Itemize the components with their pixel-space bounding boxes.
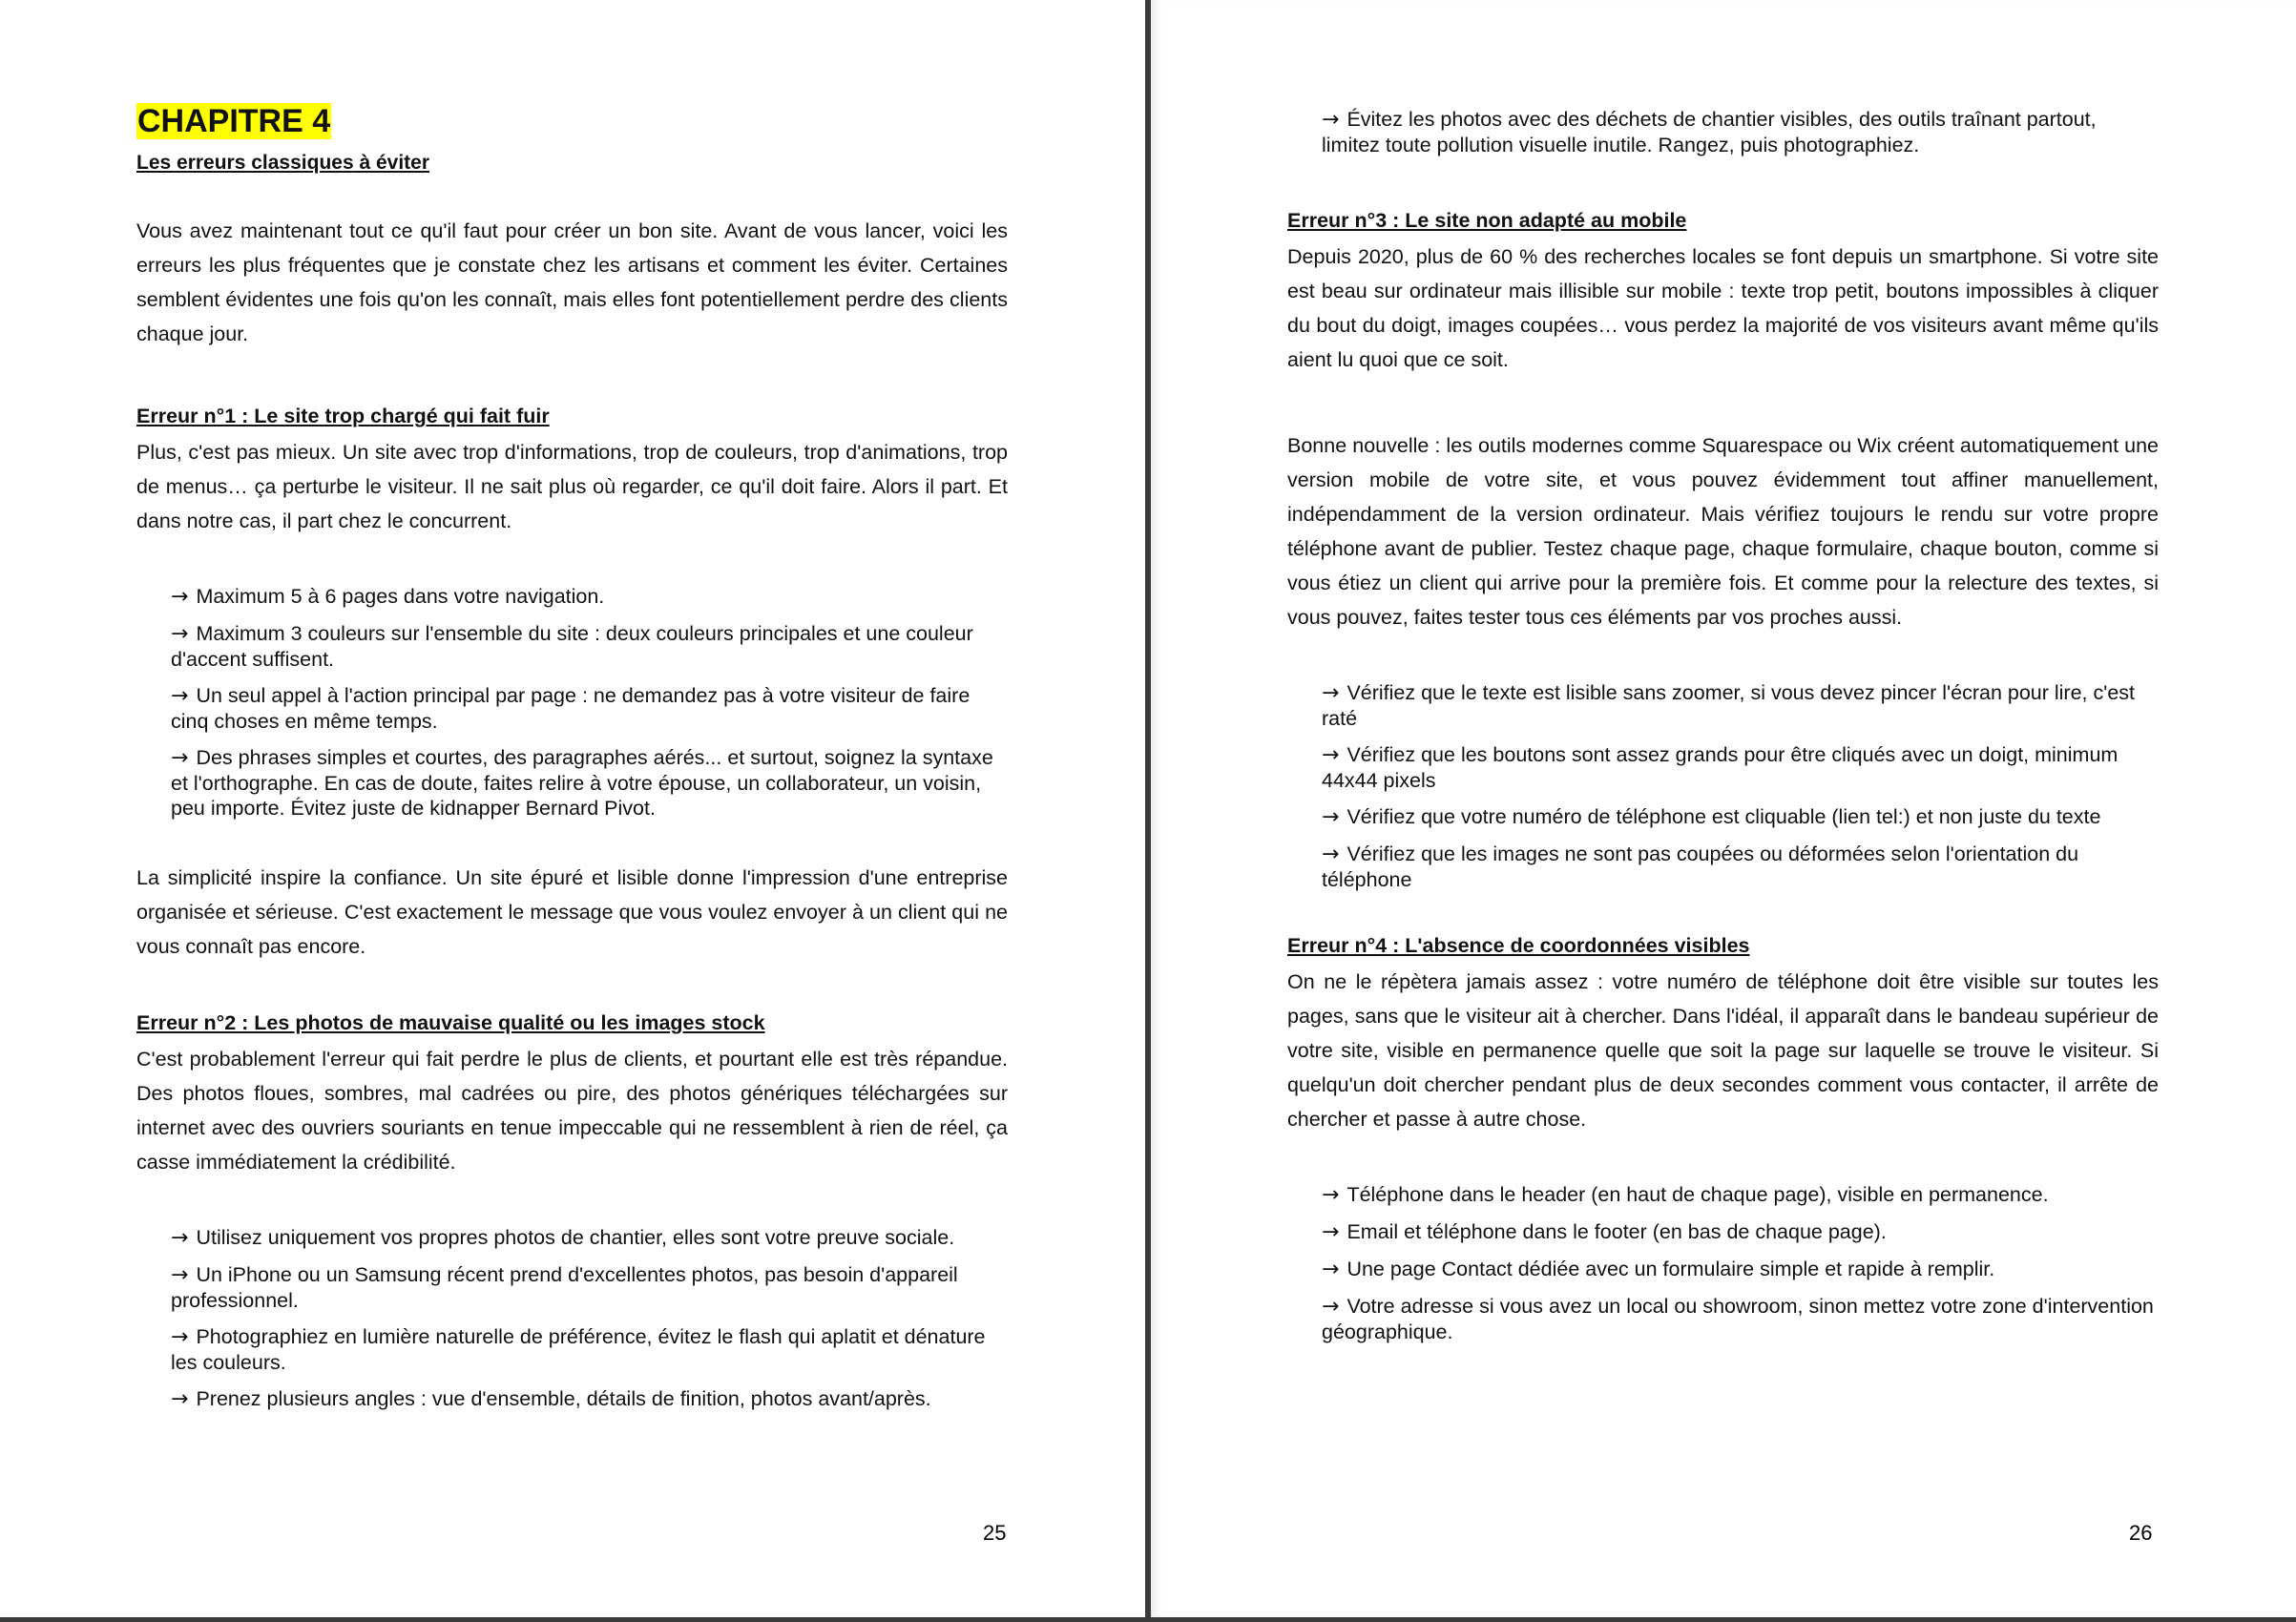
list-item — [1322, 107, 2159, 157]
chapter-title: CHAPITRE 4 — [137, 103, 331, 139]
page-25 — [0, 0, 1145, 1617]
arrow-right-icon: → — [1322, 743, 1340, 767]
page-26 — [1151, 0, 2296, 1617]
arrow-right-icon: → — [1322, 805, 1340, 829]
list-item — [171, 1386, 1008, 1412]
arrow-right-icon: → — [171, 1226, 189, 1250]
list-item-text: Prenez plusieurs angles : vue d'ensemble, détails de finition, photos avant/après. — [196, 1387, 931, 1410]
list-item — [1322, 1219, 2159, 1245]
page-26-column — [1287, 107, 2159, 1344]
list-item — [171, 683, 1008, 734]
error-2-heading: Erreur n°2 : Les photos de mauvaise qualité ou les images stock — [136, 1011, 765, 1034]
error-1-heading: Erreur n°1 : Le site trop chargé qui fait fuir — [136, 405, 550, 427]
error-3-heading: Erreur n°3 : Le site non adapté au mobile — [1287, 209, 1687, 232]
list-item — [171, 1262, 1008, 1313]
list-item-text: Utilisez uniquement vos propres photos de chantier, elles sont votre preuve sociale. — [196, 1226, 955, 1249]
error-2-bullet-list — [136, 1225, 1008, 1412]
error-3-paragraph: Depuis 2020, plus de 60 % des recherches locales se font depuis un smartphone. Si votre site est beau sur ordinateur mais illisible sur mobile : texte trop petit, boutons impossibles à cliquer du bout du doigt, images coupées… vous perdez la majorité de vos visiteurs avant même qu'ils aient lu quoi que ce soit. — [1287, 245, 2159, 371]
list-item — [171, 621, 1008, 672]
page-number-25: 25 — [983, 1521, 1007, 1545]
list-item — [1322, 842, 2159, 892]
list-item — [1322, 804, 2159, 830]
page-25-column — [136, 103, 1008, 1412]
arrow-right-icon: → — [171, 1263, 189, 1287]
list-item-text: Email et téléphone dans le footer (en bas de chaque page). — [1346, 1220, 1887, 1243]
error-2-bullet-list-continued — [1287, 107, 2159, 157]
page-number-26: 26 — [2129, 1521, 2153, 1545]
error-2-paragraph: C'est probablement l'erreur qui fait perdre le plus de clients, et pourtant elle est très répandue. Des photos floues, sombres, mal cadrées ou pire, des photos génériques téléchargées sur internet avec des ouvriers souriants en tenue impeccable qui ne ressemblent à rien de réel, ça casse immédiatement la crédibilité. — [136, 1048, 1008, 1174]
list-item-text: Vérifiez que les boutons sont assez grands pour être cliqués avec un doigt, minimum 44x44 pixels — [1322, 743, 2119, 792]
list-item-text: Évitez les photos avec des déchets de chantier visibles, des outils traînant partout, limitez toute pollution visuelle inutile. Rangez, puis photographiez. — [1322, 108, 2097, 156]
arrow-right-icon: → — [171, 684, 189, 708]
intro-paragraph: Vous avez maintenant tout ce qu'il faut pour créer un bon site. Avant de vous lancer, voici les erreurs les plus fréquentes que je constate chez les artisans et comment les éviter. Certaines semblent évidentes une fois qu'on les connaît, mais elles font potentiellement perdre des clients chaque jour. — [136, 219, 1008, 345]
error-1-bullet-list — [136, 584, 1008, 821]
list-item-text: Vérifiez que les images ne sont pas coupées ou déformées selon l'orientation du téléphone — [1322, 842, 2079, 891]
list-item — [1322, 1294, 2159, 1344]
error-1-conclusion: La simplicité inspire la confiance. Un site épuré et lisible donne l'impression d'une entreprise organisée et sérieuse. C'est exactement le message que vous voulez envoyer à un client qui ne vous connaît pas encore. — [136, 866, 1008, 958]
arrow-right-icon: → — [1322, 1295, 1340, 1319]
list-item-text: Votre adresse si vous avez un local ou showroom, sinon mettez votre zone d'intervention géographique. — [1322, 1295, 2154, 1343]
arrow-right-icon: → — [171, 1325, 189, 1349]
error-4-heading: Erreur n°4 : L'absence de coordonnées visibles — [1287, 934, 1750, 957]
list-item-text: Un seul appel à l'action principal par page : ne demandez pas à votre visiteur de faire cinq choses en même temps. — [171, 684, 971, 733]
error-3-bullet-list — [1287, 680, 2159, 892]
list-item-text: Vérifiez que votre numéro de téléphone est cliquable (lien tel:) et non juste du texte — [1346, 805, 2101, 828]
arrow-right-icon: → — [1322, 1258, 1340, 1281]
list-item — [171, 1225, 1008, 1251]
list-item-text: Une page Contact dédiée avec un formulaire simple et rapide à remplir. — [1346, 1258, 1995, 1280]
arrow-right-icon: → — [1322, 108, 1340, 132]
arrow-right-icon: → — [1322, 1183, 1340, 1207]
error-1-paragraph: Plus, c'est pas mieux. Un site avec trop d'informations, trop de couleurs, trop d'animations, trop de menus… ça perturbe le visiteur. Il ne sait plus où regarder, ce qu'il doit faire. Alors il part. Et dans notre cas, il part chez le concurrent. — [136, 441, 1008, 532]
list-item-text: Maximum 3 couleurs sur l'ensemble du site : deux couleurs principales et une couleur d'accent suffisent. — [171, 622, 973, 671]
list-item — [171, 584, 1008, 610]
arrow-right-icon: → — [171, 622, 189, 646]
arrow-right-icon: → — [1322, 842, 1340, 866]
arrow-right-icon: → — [171, 746, 189, 770]
error-4-bullet-list — [1287, 1182, 2159, 1344]
list-item — [171, 745, 1008, 821]
arrow-right-icon: → — [171, 1387, 189, 1411]
list-item — [1322, 1182, 2159, 1208]
list-item — [1322, 1257, 2159, 1282]
list-item-text: Photographiez en lumière naturelle de préférence, évitez le flash qui aplatit et dénature les couleurs. — [171, 1325, 986, 1374]
list-item-text: Des phrases simples et courtes, des paragraphes aérés... et surtout, soignez la syntaxe et l'orthographe. En cas de doute, faites relire à votre épouse, un collaborateur, un voisin, peu importe. Évitez juste de kidnapper Bernard Pivot. — [171, 746, 993, 820]
error-3-paragraph-2: Bonne nouvelle : les outils modernes comme Squarespace ou Wix créent automatiquement une version mobile de votre site, et vous pouvez évidemment tout affiner manuellement, indépendamment de la version ordinateur. Mais vérifiez toujours le rendu sur votre propre téléphone avant de publier. Testez chaque page, chaque formulaire, chaque bouton, comme si vous étiez un client qui arrive pour la première fois. Et comme pour la relecture des textes, si vous pouvez, faites tester tous ces éléments par vos proches aussi. — [1287, 434, 2159, 629]
list-item-text: Un iPhone ou un Samsung récent prend d'excellentes photos, pas besoin d'appareil professionnel. — [171, 1263, 958, 1312]
list-item — [1322, 680, 2159, 731]
list-item-text: Maximum 5 à 6 pages dans votre navigation. — [196, 585, 605, 608]
chapter-subtitle: Les erreurs classiques à éviter — [136, 152, 430, 174]
arrow-right-icon: → — [1322, 681, 1340, 705]
arrow-right-icon: → — [171, 585, 189, 609]
list-item-text: Téléphone dans le header (en haut de chaque page), visible en permanence. — [1346, 1183, 2049, 1206]
arrow-right-icon: → — [1322, 1220, 1340, 1244]
error-4-paragraph: On ne le répètera jamais assez : votre numéro de téléphone doit être visible sur toutes les pages, sans que le visiteur ait à chercher. Dans l'idéal, il apparaît dans le bandeau supérieur de votre site, visible en permanence quelle que soit la page sur laquelle se trouve le visiteur. Si quelqu'un doit chercher pendant plus de deux secondes comment vous contacter, il arrête de chercher et passe à autre chose. — [1287, 970, 2159, 1131]
list-item — [1322, 742, 2159, 793]
list-item — [171, 1324, 1008, 1375]
list-item-text: Vérifiez que le texte est lisible sans zoomer, si vous devez pincer l'écran pour lire, c'est raté — [1322, 681, 2136, 730]
